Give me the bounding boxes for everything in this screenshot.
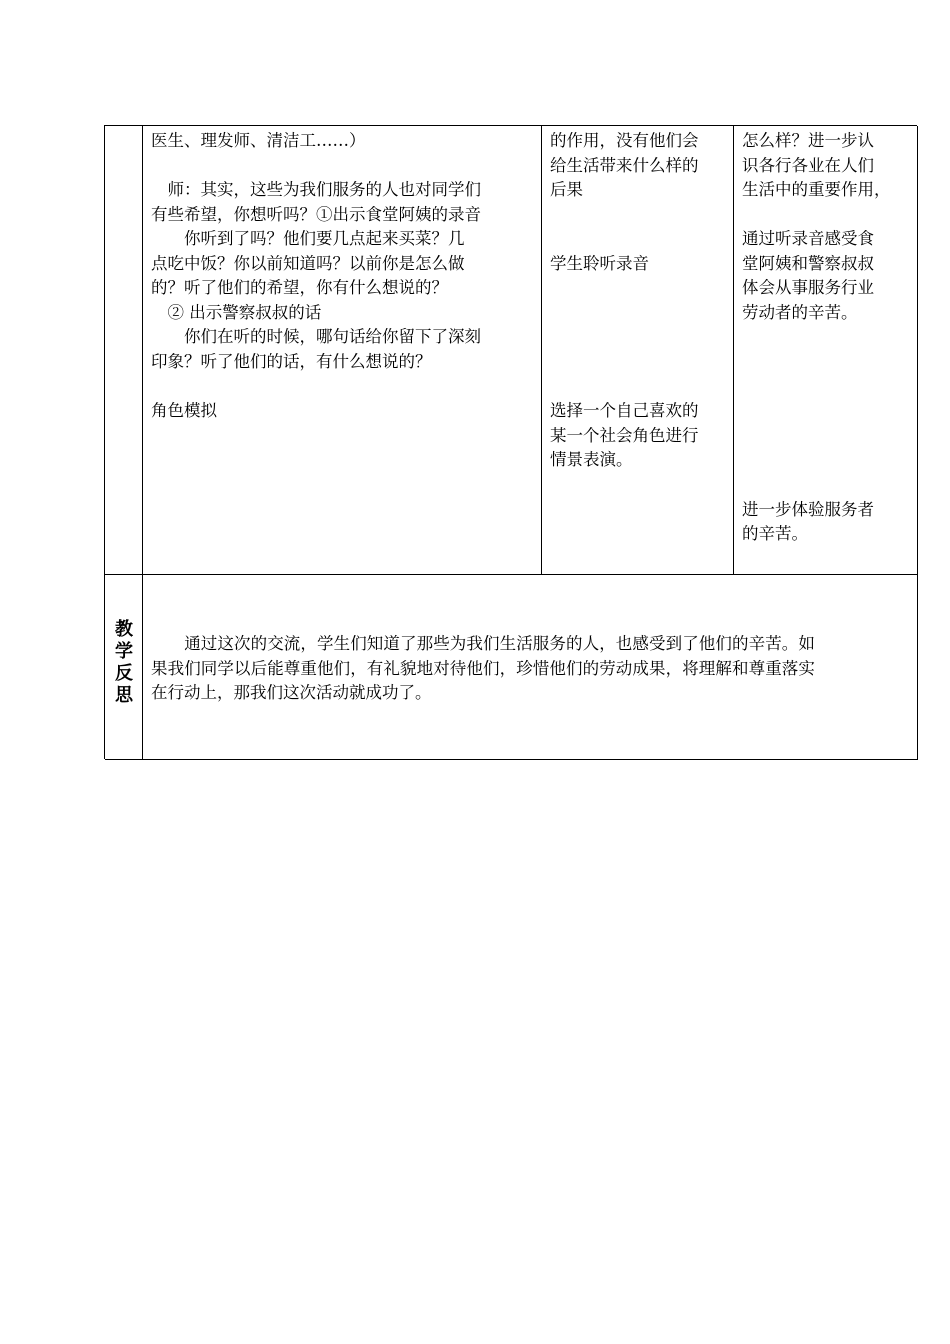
- purpose-line: 识各行各业在人们: [742, 156, 874, 175]
- upper-label-cell: [105, 126, 143, 575]
- reflection-label-cell: [105, 575, 143, 760]
- student-line: 的作用，没有他们会: [550, 131, 699, 150]
- reflection-label-char: 反: [115, 663, 133, 684]
- purpose-line: 怎么样？进一步认: [742, 131, 874, 150]
- purpose-line: 进一步体验服务者: [742, 500, 874, 519]
- purpose-line: 堂阿姨和警察叔叔: [742, 254, 874, 273]
- activity-line: 你听到了吗？他们要几点起来买菜？几: [151, 229, 465, 248]
- reflection-label-char: 学: [115, 641, 133, 662]
- student-line: 给生活带来什么样的: [550, 156, 699, 175]
- activity-line: 的？听了他们的希望，你有什么想说的？: [151, 278, 448, 297]
- student-line: 选择一个自己喜欢的: [550, 401, 699, 420]
- reflection-line: 果我们同学以后能尊重他们，有礼貌地对待他们，珍惜他们的劳动成果，将理解和尊重落实: [151, 659, 815, 678]
- reflection-line: 在行动上，那我们这次活动就成功了。: [151, 683, 432, 702]
- student-line: 情景表演。: [550, 450, 633, 469]
- student-line: 后果: [550, 180, 583, 199]
- purpose-cell: [734, 126, 918, 575]
- purpose-line: 的辛苦。: [742, 524, 808, 543]
- activity-line: 你们在听的时候，哪句话给你留下了深刻: [151, 327, 481, 346]
- reflection-label-char: 教: [115, 619, 133, 640]
- activity-line: 点吃中饭？你以前知道吗？以前你是怎么做: [151, 254, 465, 273]
- activity-line: 角色模拟: [151, 401, 217, 420]
- reflection-content-cell: [143, 575, 918, 760]
- activity-cell: [143, 126, 542, 575]
- reflection-label-char: 思: [115, 685, 133, 706]
- purpose-line: 生活中的重要作用，: [742, 180, 891, 199]
- activity-line: 师：其实，这些为我们服务的人也对同学们: [151, 180, 481, 199]
- activity-line: 有些希望，你想听吗？①出示食堂阿姨的录音: [151, 205, 481, 224]
- activity-line: ② 出示警察叔叔的话: [151, 303, 322, 322]
- student-cell: [542, 126, 734, 575]
- student-line: 学生聆听录音: [550, 254, 649, 273]
- activity-line: 印象？听了他们的话，有什么想说的？: [151, 352, 432, 371]
- student-line: 某一个社会角色进行: [550, 426, 699, 445]
- purpose-line: 通过听录音感受食: [742, 229, 874, 248]
- activity-line: 医生、理发师、清洁工……）: [151, 131, 366, 150]
- reflection-line: 通过这次的交流，学生们知道了那些为我们生活服务的人，也感受到了他们的辛苦。如: [151, 634, 815, 653]
- purpose-line: 劳动者的辛苦。: [742, 303, 858, 322]
- purpose-line: 体会从事服务行业: [742, 278, 874, 297]
- lesson-table: [104, 125, 917, 759]
